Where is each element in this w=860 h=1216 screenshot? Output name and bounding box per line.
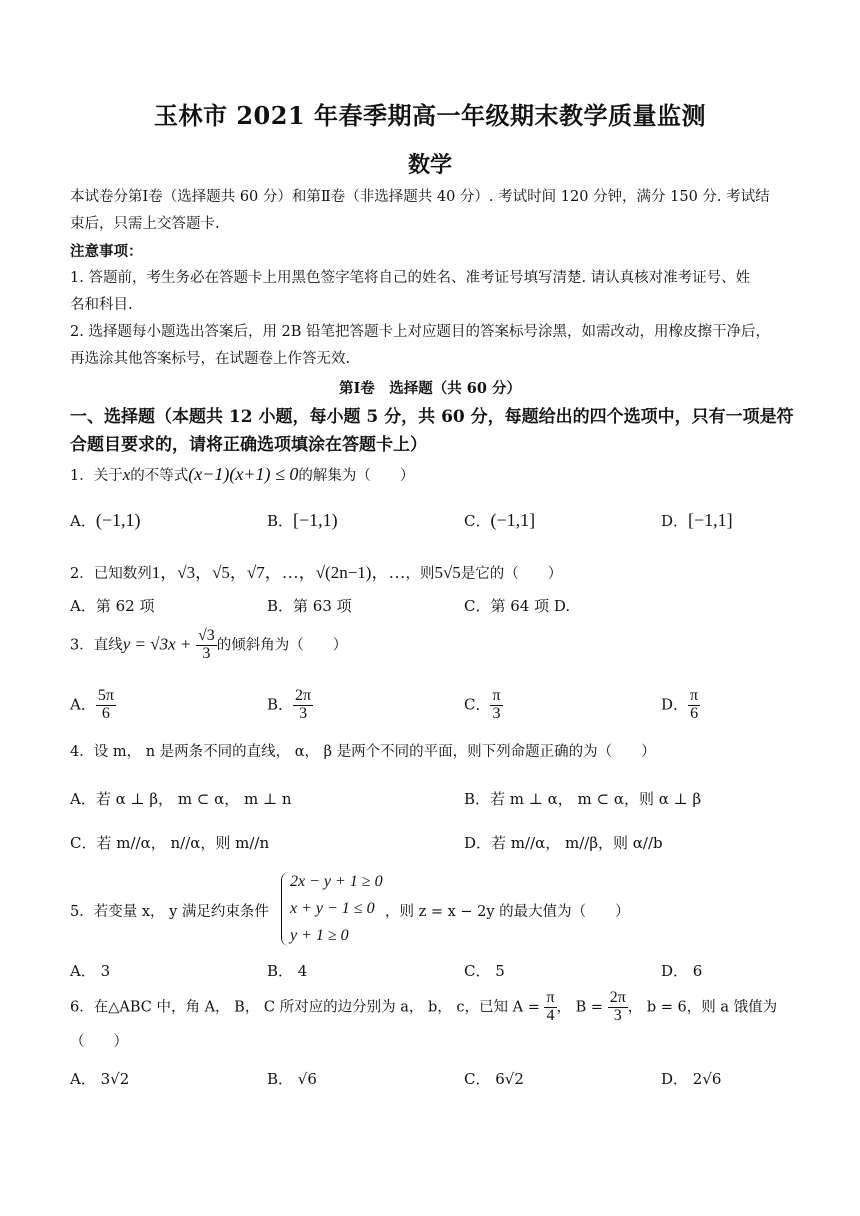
q6-angle-b [608,990,628,1025]
fraction-denominator: 4 [546,1006,555,1024]
option-label: B． [267,695,294,714]
fraction-denominator: 6 [690,704,699,722]
q2-post: 是它的（ ） [460,566,563,582]
q3-option-b [267,688,313,723]
q6-mid: ， B = [556,999,604,1016]
subject-title: 数学 [407,152,452,178]
q4-option-a: A．若 α ⊥ β， m ⊂ α， m ⊥ n [70,790,292,808]
question-4: 4．设 m， n 是两条不同的直线， α， β 是两个不同的平面，则下列命题正确的为（ ） [70,744,656,760]
notice-1-line-1: 1. 答题前，考生务必在答题卡上用黑色签字笔将自己的姓名、准考证号填写清楚. 请认真核对准考证号、姓 [70,270,751,286]
fraction-numerator: π [690,687,699,704]
q2-option-c: C．第 64 项 D. [464,597,571,615]
part-title-line-1: 一、选择题（本题共 12 小题，每小题 5 分，共 60 分，每题给出的四个选项中，只有一项是符 [70,407,794,427]
q6-option-d: D． 2√6 [661,1070,722,1088]
option-fraction [688,688,700,723]
option-label: C． [464,512,491,530]
fraction-denominator: 3 [202,644,211,662]
q3-expression: y = √3x + [122,634,192,654]
fraction-denominator: 6 [101,704,110,722]
q5-post: ，则 z = x − 2y 的最大值为（ ） [385,904,630,920]
notice-title: 注意事项： [70,243,143,260]
q6-pre: 6．在△ABC 中，角 A， B， C 所对应的边分别为 a， b， c，已知 A = [70,999,540,1016]
option-label: B． [267,512,294,530]
q6-option-a: A． 3√2 [70,1070,130,1088]
system-brace [281,872,290,946]
fraction-denominator: 3 [492,704,501,722]
q5-option-b: B． 4 [267,962,308,980]
fraction-numerator: π [492,687,501,704]
notice-2-line-2: 再选涂其他答案标号，在试题卷上作答无效. [70,351,351,367]
q3-option-c [464,688,503,723]
q1-post: 的解集为（ ） [298,468,415,484]
option-fraction [96,688,116,723]
q5-pre: 5．若变量 x， y 满足约束条件 [70,904,269,920]
q5-option-a: A． 3 [70,962,111,980]
q2-option-b: B．第 63 项 [267,597,352,615]
option-fraction [490,688,502,723]
q5-constraint-3: y + 1 ≥ 0 [290,927,349,944]
q6-post: ， b = 6，则 a 饿值为 [627,999,778,1016]
question-1 [70,464,414,485]
option-label: D． [661,512,689,530]
fraction-denominator: 3 [299,704,308,722]
q2-pre: 2．已知数列 [70,566,152,582]
q4-option-c: C．若 m//α， n//α，则 m//n [70,834,270,852]
q5-option-d: D． 6 [661,962,703,980]
option-label: A． [70,695,96,714]
q4-option-b: B．若 m ⊥ α， m ⊂ α，则 α ⊥ β [464,790,702,808]
q1-expression: (x−1)(x+1) ≤ 0 [188,464,299,484]
section-heading: 第Ⅰ卷 选择题（共 60 分） [338,380,522,397]
q2-target: 5√5 [434,563,461,582]
q6-line-2: （ ） [70,1034,128,1050]
option-label: C． [464,695,491,714]
option-value: (−1,1] [490,510,536,530]
part-title-line-2: 合题目要求的，请将正确选项填涂在答题卡上） [70,435,427,455]
q1-pre: 1．关于 [70,468,123,484]
q6-angle-a [544,990,556,1025]
notice-2-line-1: 2. 选择题每小题选出答案后，用 2B 铅笔把答题卡上对应题目的答案标号涂黑，如需改动，用橡皮擦干净后， [70,324,771,340]
question-3 [70,628,347,663]
option-label: A． [70,512,96,530]
fraction-numerator: 2π [295,687,312,704]
q5-constraint-2: x + y − 1 ≤ 0 [290,900,375,917]
q3-fraction [196,628,217,663]
option-label: D． [661,695,689,714]
fraction-denominator: 3 [613,1006,622,1024]
q3-post: 的倾斜角为（ ） [216,637,348,654]
q5-option-c: C． 5 [464,962,505,980]
q4-option-d: D．若 m//α， m//β，则 α//b [464,834,663,852]
exam-title: 玉林市 2021 年春季期高一年级期末教学质量监测 [153,101,706,130]
option-value: [−1,1) [293,510,338,530]
fraction-numerator: π [546,989,555,1006]
option-value: [−1,1] [688,510,733,530]
q1-option-a [70,510,140,531]
fraction-numerator: 5π [97,687,114,704]
q2-option-a: A．第 62 项 [70,597,155,615]
q1-mid: 的不等式 [130,468,189,484]
q1-var: x [122,465,131,484]
fraction-numerator: 2π [609,989,626,1006]
q5-constraint-1: 2x − y + 1 ≥ 0 [290,873,383,890]
q1-option-c [464,510,535,531]
q6-option-b: B． √6 [267,1070,317,1088]
intro-line-2: 束后，只需上交答题卡. [70,216,220,232]
option-value: (−1,1) [95,510,141,530]
fraction-numerator: √3 [197,627,215,644]
q2-mid: ，则 [405,566,435,582]
q3-option-a [70,688,116,723]
q2-sequence: 1，√3，√5，√7，…，√(2n−1)，… [151,563,406,582]
question-6 [70,990,777,1025]
q3-option-d [661,688,700,723]
q3-pre: 3．直线 [70,637,123,654]
q1-option-b [267,510,338,531]
notice-1-line-2: 名和科目. [70,297,133,313]
question-2 [70,558,562,583]
intro-line-1: 本试卷分第Ⅰ卷（选择题共 60 分）和第Ⅱ卷（非选择题共 40 分）. 考试时间 120 分钟，满分 150 分. 考试结 [70,189,770,205]
q1-option-d [661,510,733,531]
option-fraction [293,688,313,723]
q6-option-c: C． 6√2 [464,1070,524,1088]
